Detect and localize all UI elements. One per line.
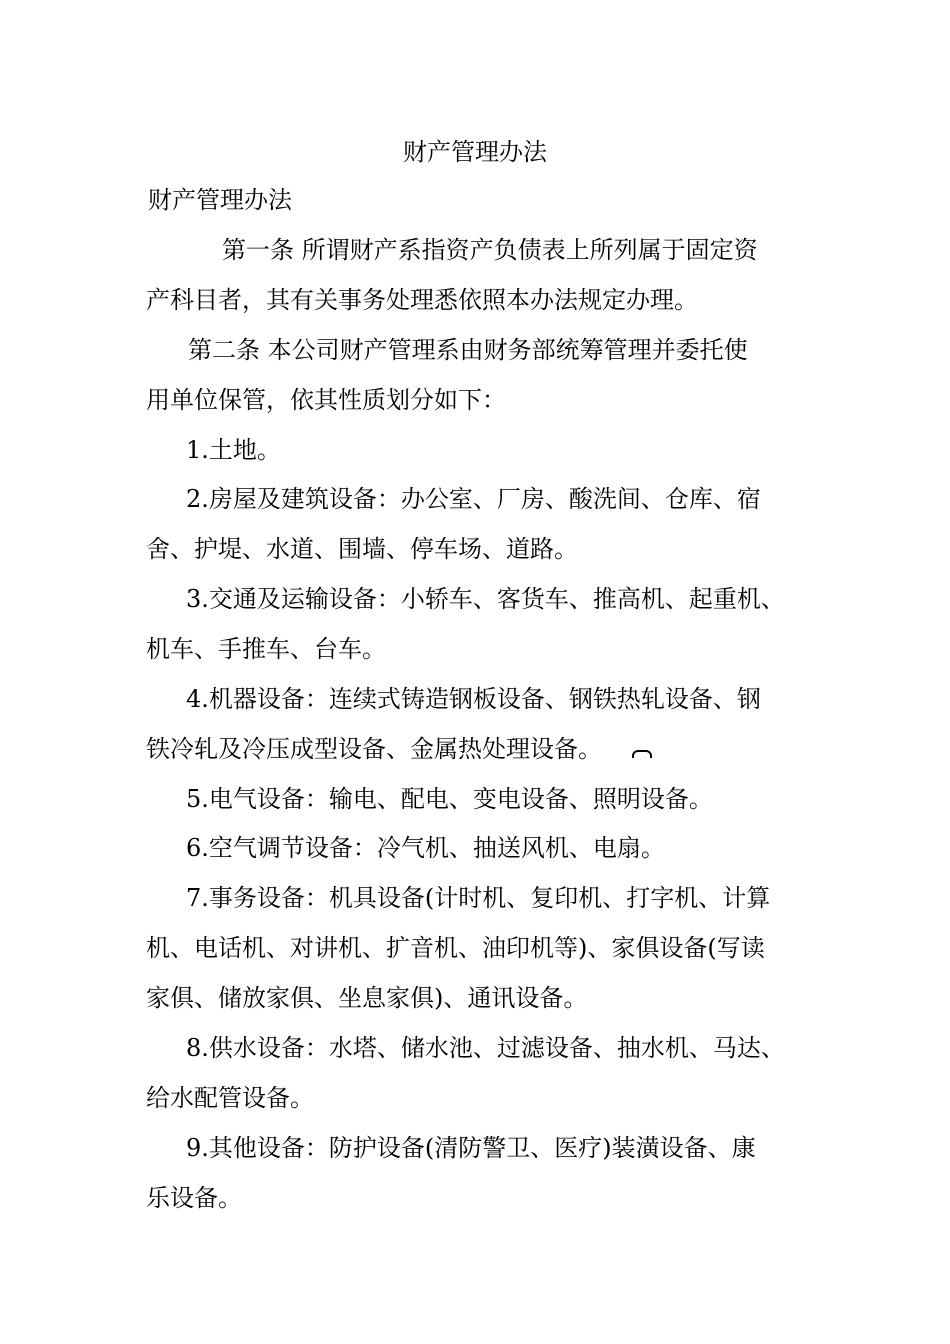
page-title: 财产管理办法 — [403, 138, 547, 166]
item-7-line-1: 7.事务设备：机具设备(计时机、复印机、打字机、计算 — [186, 884, 771, 912]
item-3-line-2: 机车、手推车、台车。 — [146, 635, 386, 663]
item-6-line-1: 6.空气调节设备：冷气机、抽送风机、电扇。 — [186, 834, 665, 862]
item-4-line-2: 铁冷轧及冷压成型设备、金属热处理设备。 — [146, 735, 602, 763]
article-2-line-1: 第二条 本公司财产管理系由财务部统筹管理并委托使 — [188, 336, 748, 364]
item-3-line-1: 3.交通及运输设备：小轿车、客货车、推高机、起重机、 — [186, 585, 785, 613]
item-9-line-1: 9.其他设备：防护设备(清防警卫、医疗)装潢设备、康 — [186, 1134, 756, 1162]
item-7-line-3: 家俱、储放家俱、坐息家俱)、通讯设备。 — [146, 984, 588, 1012]
article-2-line-2: 用单位保管，依其性质划分如下： — [146, 386, 506, 414]
item-4-line-1: 4.机器设备：连续式铸造钢板设备、钢铁热轧设备、钢 — [186, 685, 761, 713]
text-cursor-mark — [632, 750, 652, 758]
document-subtitle: 财产管理办法 — [148, 186, 292, 214]
item-5-line-1: 5.电气设备：输电、配电、变电设备、照明设备。 — [186, 785, 713, 813]
item-1-line-1: 1.土地。 — [186, 436, 281, 464]
item-8-line-1: 8.供水设备：水塔、储水池、过滤设备、抽水机、马达、 — [186, 1034, 785, 1062]
item-2-line-2: 舍、护堤、水道、围墙、停车场、道路。 — [146, 535, 578, 563]
article-1-line-1: 第一条 所谓财产系指资产负债表上所列属于固定资 — [222, 236, 758, 264]
item-8-line-2: 给水配管设备。 — [146, 1084, 314, 1112]
article-1-line-2: 产科目者，其有关事务处理悉依照本办法规定办理。 — [146, 286, 698, 314]
item-9-line-2: 乐设备。 — [146, 1184, 242, 1212]
item-2-line-1: 2.房屋及建筑设备：办公室、厂房、酸洗间、仓库、宿 — [186, 485, 761, 513]
item-7-line-2: 机、电话机、对讲机、扩音机、油印机等)、家俱设备(写读 — [146, 934, 765, 962]
